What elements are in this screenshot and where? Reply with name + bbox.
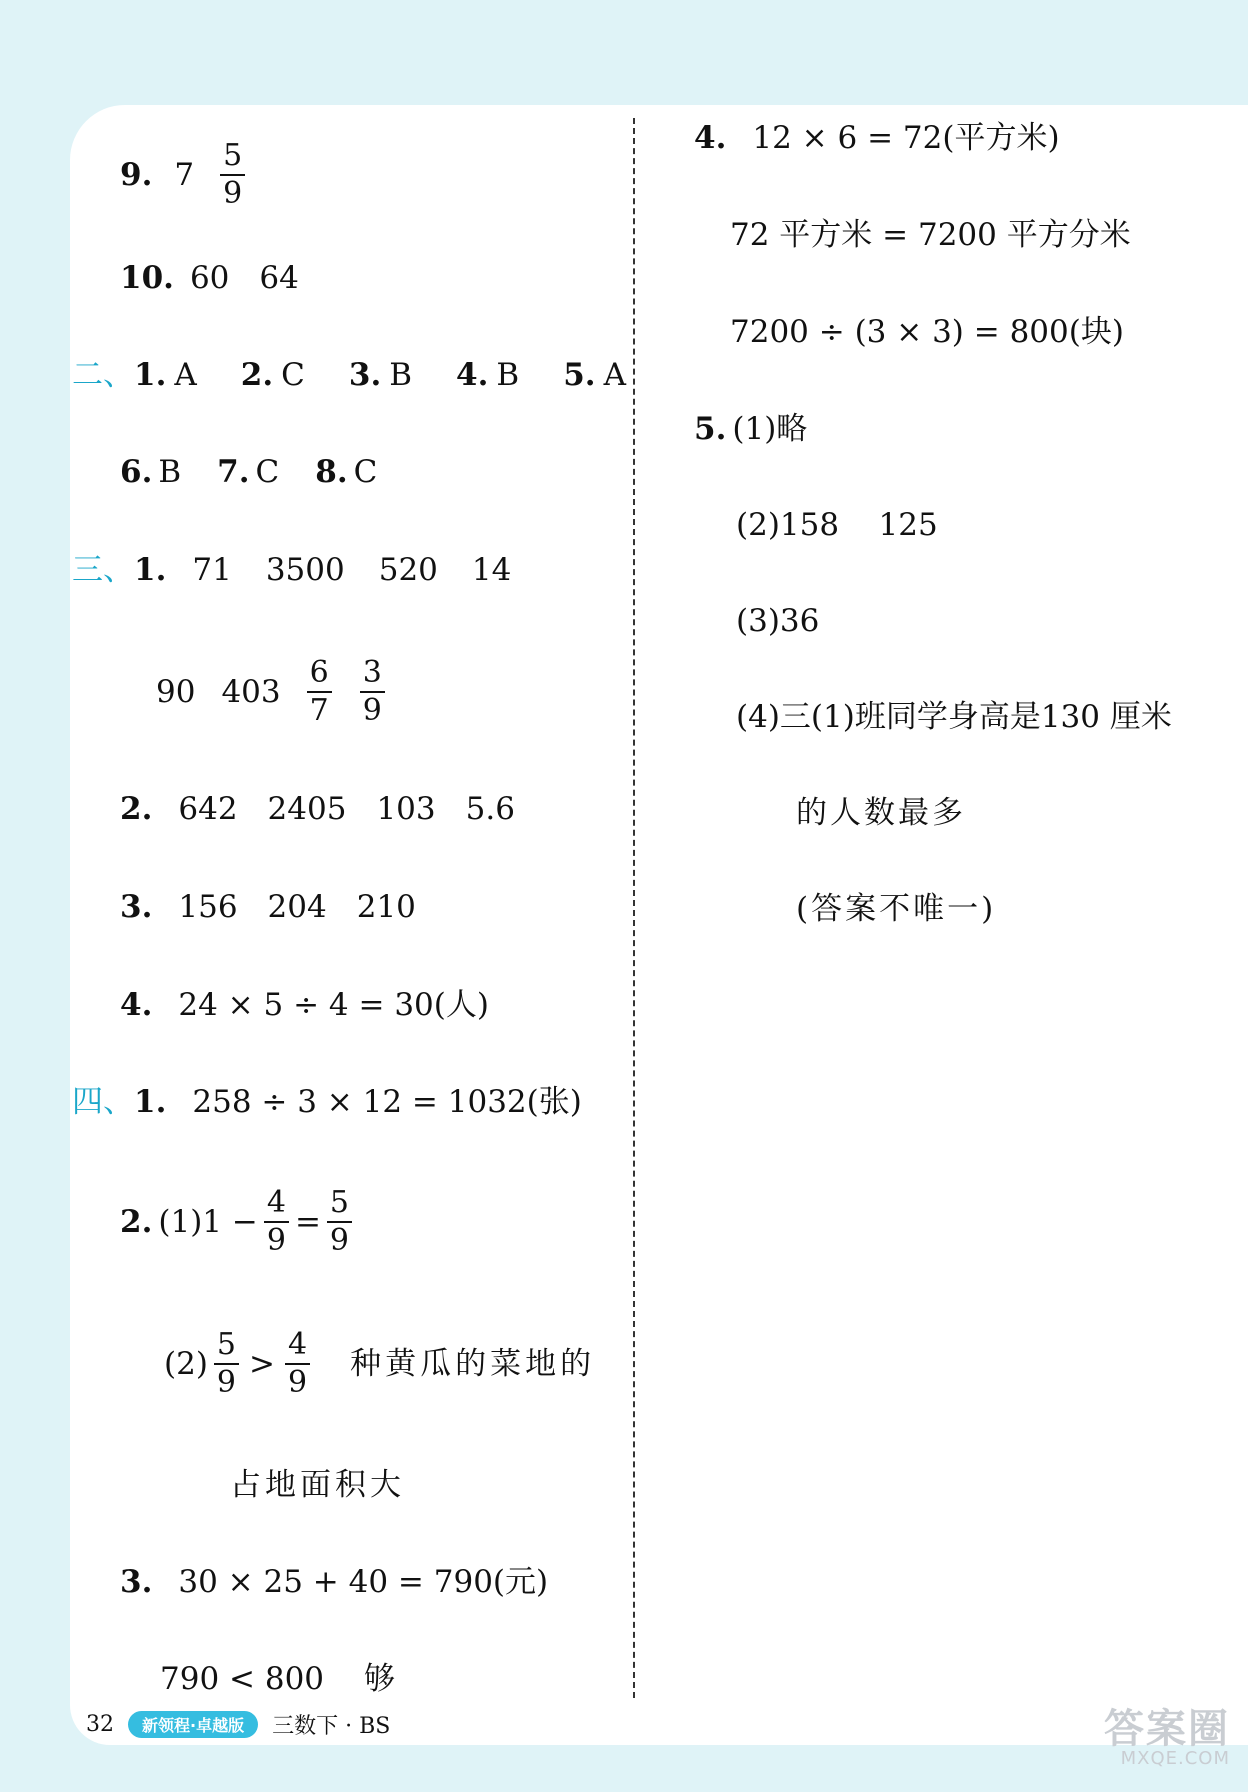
right-line-3: 7200 ÷ (3 × 3) = 800(块) <box>730 314 1124 350</box>
right-line-7: (4)三(1)班同学身高是130 厘米 <box>736 699 1172 735</box>
fraction: $\frac{5}{9}$ <box>214 1327 239 1401</box>
section-4-line-5: 3. 30 × 25 + 40 = 790(元) <box>120 1564 549 1600</box>
fraction: $\frac{5}{9}$ <box>327 1185 352 1259</box>
section-4-line-2: 2. (1)1 − $\frac{4}{9}$ = $\frac{5}{9}$ <box>120 1180 358 1264</box>
right-line-4: 5. (1)略 <box>694 411 808 447</box>
column-divider <box>633 118 635 1698</box>
section-4-line-6: 790 < 800 够 <box>160 1661 396 1697</box>
section-3-line-2: 90 403 $\frac{6}{7}$ $\frac{3}{9}$ <box>156 652 391 732</box>
section-3-line-1: 三、 1. 71 3500 520 14 <box>72 552 512 588</box>
section-2-line-1: 二、 1. A 2. C 3. B 4. B 5. A <box>72 357 626 393</box>
page-number: 32 <box>86 1711 114 1737</box>
series-badge: 新领程·卓越版 <box>128 1711 258 1738</box>
page-footer <box>86 1706 390 1742</box>
answer-line-10: 10. 60 64 <box>120 260 299 296</box>
fraction: $\frac{6}{7}$ <box>307 655 332 729</box>
section-marker: 四、 <box>72 1084 134 1120</box>
right-line-1: 4. 12 × 6 = 72(平方米) <box>694 120 1060 156</box>
fraction: $\frac{4}{9}$ <box>285 1327 310 1401</box>
right-line-9: (答案不唯一) <box>796 891 997 927</box>
book-title: 三数下 · BS <box>272 1713 391 1739</box>
section-marker: 三、 <box>72 552 134 588</box>
section-4-line-1: 四、 1. 258 ÷ 3 × 12 = 1032(张) <box>72 1084 582 1120</box>
right-line-2: 72 平方米 = 7200 平方分米 <box>730 217 1131 253</box>
fraction: $\frac{4}{9}$ <box>264 1185 289 1259</box>
fraction: $\frac{5}{9}$ <box>220 138 245 212</box>
right-line-6: (3)36 <box>736 603 820 639</box>
section-3-line-5: 4. 24 × 5 ÷ 4 = 30(人) <box>120 987 489 1023</box>
section-3-line-4: 3. 156 204 210 <box>120 889 416 925</box>
section-4-line-3: (2) $\frac{5}{9}$ > $\frac{4}{9}$ 种黄瓜的菜地的 <box>164 1327 596 1400</box>
watermark-logo: 答案圈 MXQE.COM <box>1104 1706 1230 1769</box>
section-2-line-2: 6. B 7. C 8. C <box>120 454 378 490</box>
item-number: 10. <box>120 260 174 296</box>
section-marker: 二、 <box>72 357 134 393</box>
item-number: 9. <box>120 157 153 193</box>
section-4-line-4: 占地面积大 <box>230 1467 405 1503</box>
answer-value: 7 <box>174 157 195 193</box>
right-line-5: (2)158 125 <box>736 507 938 543</box>
answer-line-9 <box>120 138 251 212</box>
fraction: $\frac{3}{9}$ <box>360 655 385 729</box>
right-line-8: 的人数最多 <box>796 795 966 831</box>
section-3-line-3: 2. 642 2405 103 5.6 <box>120 791 515 827</box>
